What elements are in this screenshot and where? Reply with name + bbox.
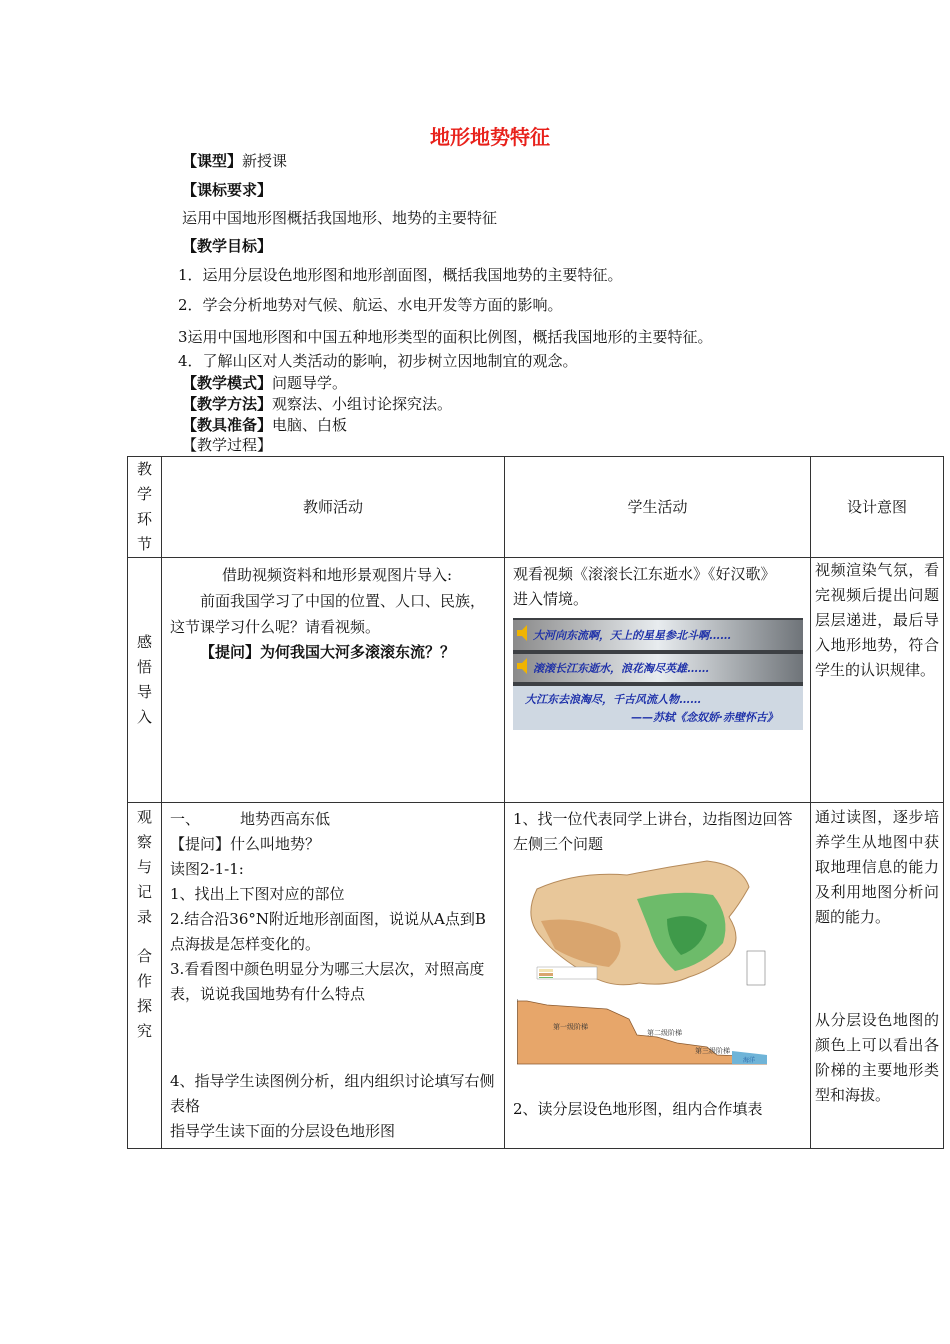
teacher-question: 【提问】什么叫地势？	[170, 835, 321, 853]
teacher-lead-text: 前面我国学习了中国的位置、人口、民族，这节课学习什么呢？请看视频。	[170, 592, 486, 636]
page-title: 地形地势特征	[430, 125, 550, 149]
student-watch-text: 观看视频《滚滚长江东逝水》《好汉歌》	[513, 565, 776, 583]
teacher-step: 读图2-1-1:	[170, 860, 244, 878]
process-line	[182, 434, 272, 455]
intent-cell	[811, 558, 944, 803]
question-text: 为何我国大河多滚滚东流？？	[260, 643, 456, 661]
teacher-step: 3.看看图中颜色明显分为哪三大层次，对照高度表，说说我国地势有什么特点	[170, 960, 485, 1003]
student-enter-text: 进入情境。	[513, 590, 589, 608]
mode-value: 问题导学。	[272, 374, 348, 392]
student-activity-cell	[505, 558, 811, 803]
table-row	[128, 558, 944, 803]
course-type-label: 【课型】	[182, 152, 243, 170]
goal-item: 4．了解山区对人类活动的影响，初步树立因地制宜的观念。	[178, 352, 578, 370]
song-lyrics-image	[513, 618, 803, 730]
student-activity-cell	[505, 803, 811, 1149]
header-teacher: 教师活动	[162, 457, 505, 558]
method-line	[182, 393, 452, 414]
mode-label: 【教学模式】	[182, 374, 273, 392]
china-terrain-map	[517, 859, 767, 1069]
table-header-row	[128, 457, 944, 558]
stage-observe: 观察与记录	[136, 808, 152, 926]
teacher-intro-text: 借助视频资料和地形景观图片导入:	[222, 566, 453, 584]
stage-cell: 感悟导入	[128, 558, 162, 803]
standard-label: 【课标要求】	[182, 181, 273, 199]
goal-item: 1．运用分层设色地形图和地形剖面图，概括我国地势的主要特征。	[178, 266, 623, 284]
student-step: 2、读分层设色地形图，组内合作填表	[513, 1100, 763, 1118]
tools-value: 电脑、白板	[272, 416, 348, 434]
lyric-line: 大江东去浪淘尽，千古风流人物……	[525, 693, 701, 706]
student-step: 1、找一位代表同学上讲台，边指图边回答左侧三个问题	[513, 810, 793, 853]
lyric-line: ——苏轼《念奴娇·赤壁怀古》	[631, 711, 778, 724]
course-type-value: 新授课	[242, 152, 288, 170]
header-student: 学生活动	[505, 457, 811, 558]
teacher-activity-cell	[162, 803, 505, 1149]
teacher-question	[170, 640, 496, 665]
method-value: 观察法、小组讨论探究法。	[272, 395, 453, 413]
intent-text: 视频渲染气氛，看完视频后提出问题层层递进，最后导入地形地势，符合学生的认识规律。	[815, 561, 939, 679]
step-label: 第二级阶梯	[647, 1029, 682, 1037]
tools-line	[182, 414, 347, 435]
process-label: 【教学过程】	[182, 436, 273, 454]
goals-label: 【教学目标】	[182, 237, 273, 255]
step-label: 海洋	[743, 1057, 756, 1064]
intent-text: 从分层设色地图的颜色上可以看出各阶梯的主要地形类型和海拔。	[815, 1011, 939, 1104]
section-heading: 一、 地势西高东低	[170, 810, 331, 828]
teacher-step: 2.结合沿36°N附近地形剖面图，说说从A点到B点海拔是怎样变化的。	[170, 910, 486, 953]
lyric-line: 滚滚长江东逝水，浪花淘尽英雄……	[533, 662, 709, 675]
goals-label-line	[182, 235, 272, 256]
intent-text: 通过读图，逐步培养学生从地图中获取地理信息的能力及利用地图分析问题的能力。	[815, 808, 939, 926]
table-row	[128, 803, 944, 1149]
header-intent: 设计意图	[811, 457, 944, 558]
stage-explore: 合作探究	[136, 947, 152, 1040]
tools-label: 【教具准备】	[182, 416, 273, 434]
method-label: 【教学方法】	[182, 395, 273, 413]
teaching-process-table	[127, 456, 944, 1149]
goal-item: 3运用中国地形图和中国五种地形类型的面积比例图，概括我国地形的主要特征。	[178, 328, 713, 346]
step-label: 第一级阶梯	[553, 1023, 588, 1031]
teacher-step: 4、指导学生读图例分析，组内组织讨论填写右侧表格	[170, 1072, 495, 1115]
standard-text: 运用中国地形图概括我国地形、地势的主要特征	[182, 209, 498, 227]
question-label: 【提问】	[200, 643, 261, 661]
stage-cell	[128, 803, 162, 1149]
standard-label-line	[182, 179, 272, 200]
header-stage: 教学环节	[128, 457, 162, 558]
mode-line	[182, 372, 347, 393]
lyric-line: 大河向东流啊，天上的星星参北斗啊……	[533, 629, 731, 642]
teacher-activity-cell	[162, 558, 505, 803]
teacher-step: 1、找出上下图对应的部位	[170, 885, 345, 903]
goal-item: 2．学会分析地势对气候、航运、水电开发等方面的影响。	[178, 296, 563, 314]
teacher-step: 指导学生读下面的分层设色地形图	[170, 1122, 396, 1140]
course-type-line	[182, 150, 287, 171]
step-label: 第三级阶梯	[695, 1047, 730, 1055]
intent-cell	[811, 803, 944, 1149]
